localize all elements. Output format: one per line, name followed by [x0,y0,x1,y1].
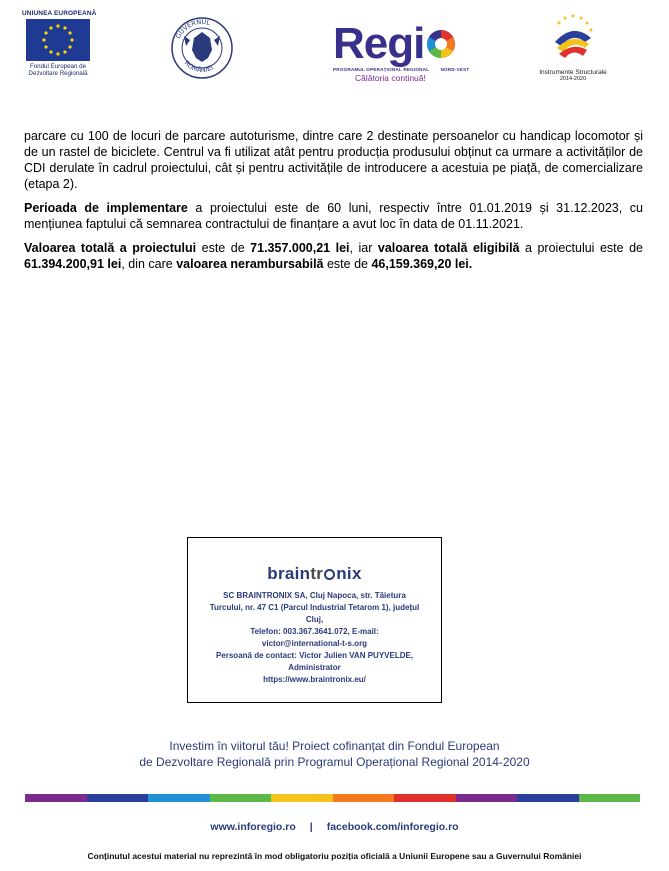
eu-logo [22,10,97,82]
total-value: 71.357.000,21 lei [250,241,350,255]
contact-website[interactable]: https://www.braintronix.eu/ [263,675,366,684]
regio-wordmark [333,19,473,68]
svg-text:GUVERNUL: GUVERNUL [174,17,211,41]
svg-text:ROMÂNIEI: ROMÂNIEI [182,58,215,75]
regio-logo [333,19,473,84]
contact-box [187,537,442,703]
eu-logo-title: UNIUNEA EUROPEANĂ [22,10,97,17]
structural-instruments-title: Instrumente Structurale [539,69,607,76]
facebook-link[interactable]: facebook.com/inforegio.ro [326,821,459,833]
footer-links [0,821,669,833]
regio-program-line: PROGRAMUL OPERAȚIONAL REGIONAL NORD-VEST [333,67,470,72]
link-separator: | [309,821,313,833]
eu-flag-icon [26,19,90,61]
non-refundable-value: 46,159.369,20 lei. [371,257,473,271]
braintronix-logo: braintr nix [267,564,362,583]
paragraph-values: Valoarea totală a proiectului este de 71.357.000,21 lei, iar valoarea totală eligibilă a proiectului este de 61.394.200,91 lei, din care valoarea nerambursabilă este de 46,159.369,20 lei. [24,241,643,271]
implementation-label: Perioada de implementare [24,201,188,215]
eligible-value: 61.394.200,91 lei [24,257,122,271]
cofinancing-statement: Investim în viitorul tău! Proiect cofinanțat din Fondul European de Dezvoltare Regională prin Programul Operațional Regional 2014-2020 [139,739,530,769]
structural-instruments-icon [545,12,601,62]
eu-logo-subtitle-2: Dezvoltare Regională [28,70,88,77]
braintronix-o-icon [324,569,335,580]
project-description [24,128,643,280]
regio-wheel-icon [425,28,457,60]
structural-instruments-logo [532,12,614,84]
disclaimer: Conținutul acestui material nu reprezintă în mod obligatoriu poziția oficială a Uniunii Europene sau a Guvernului României [87,851,582,861]
regio-tagline: Călătoria continuă! [355,73,426,83]
contact-details: SC BRAINTRONIX SA, Cluj Napoca, str. Tăietura Turcului, nr. 47 C1 (Parcul Industrial Tetarom 1), județul Cluj, Telefon: 003.367.3641.072, E-mail: victor@international-t-s.org Persoană de contact: Victor Julien VAN PUYVELDE, Administrator https://www.braintronix.eu/ [188,590,441,686]
government-seal-icon [170,16,234,80]
color-stripe [25,794,640,802]
contact-email[interactable]: victor@international-t-s.org [261,639,368,648]
paragraph-implementation: Perioada de implementare a proiectului este de 60 luni, respectiv între 01.01.2019 și 31.12.2023, cu mențiunea faptului că semnarea contractului de finanțare a avut loc în data de 01.11.2021. [24,201,643,231]
inforegio-link[interactable]: www.inforegio.ro [210,821,296,833]
regio-word: Regi [333,19,425,68]
structural-instruments-years: 2014-2020 [559,76,587,82]
paragraph-parking: parcare cu 100 de locuri de parcare autoturisme, dintre care 2 destinate persoanelor cu handicap locomotor și de un rastel de biciclete. Centrul va fi utilizat atât pentru producția produsului obținut ca urmare a activităților de CDI derulate în cadrul proiectului, cât și pentru activitățile de introducere a acestuia pe piață, de comercializare (etapa 2). [24,129,643,191]
eu-logo-subtitle-1: Fondul European de [29,63,87,70]
page-header [0,0,669,100]
government-seal [170,16,234,80]
